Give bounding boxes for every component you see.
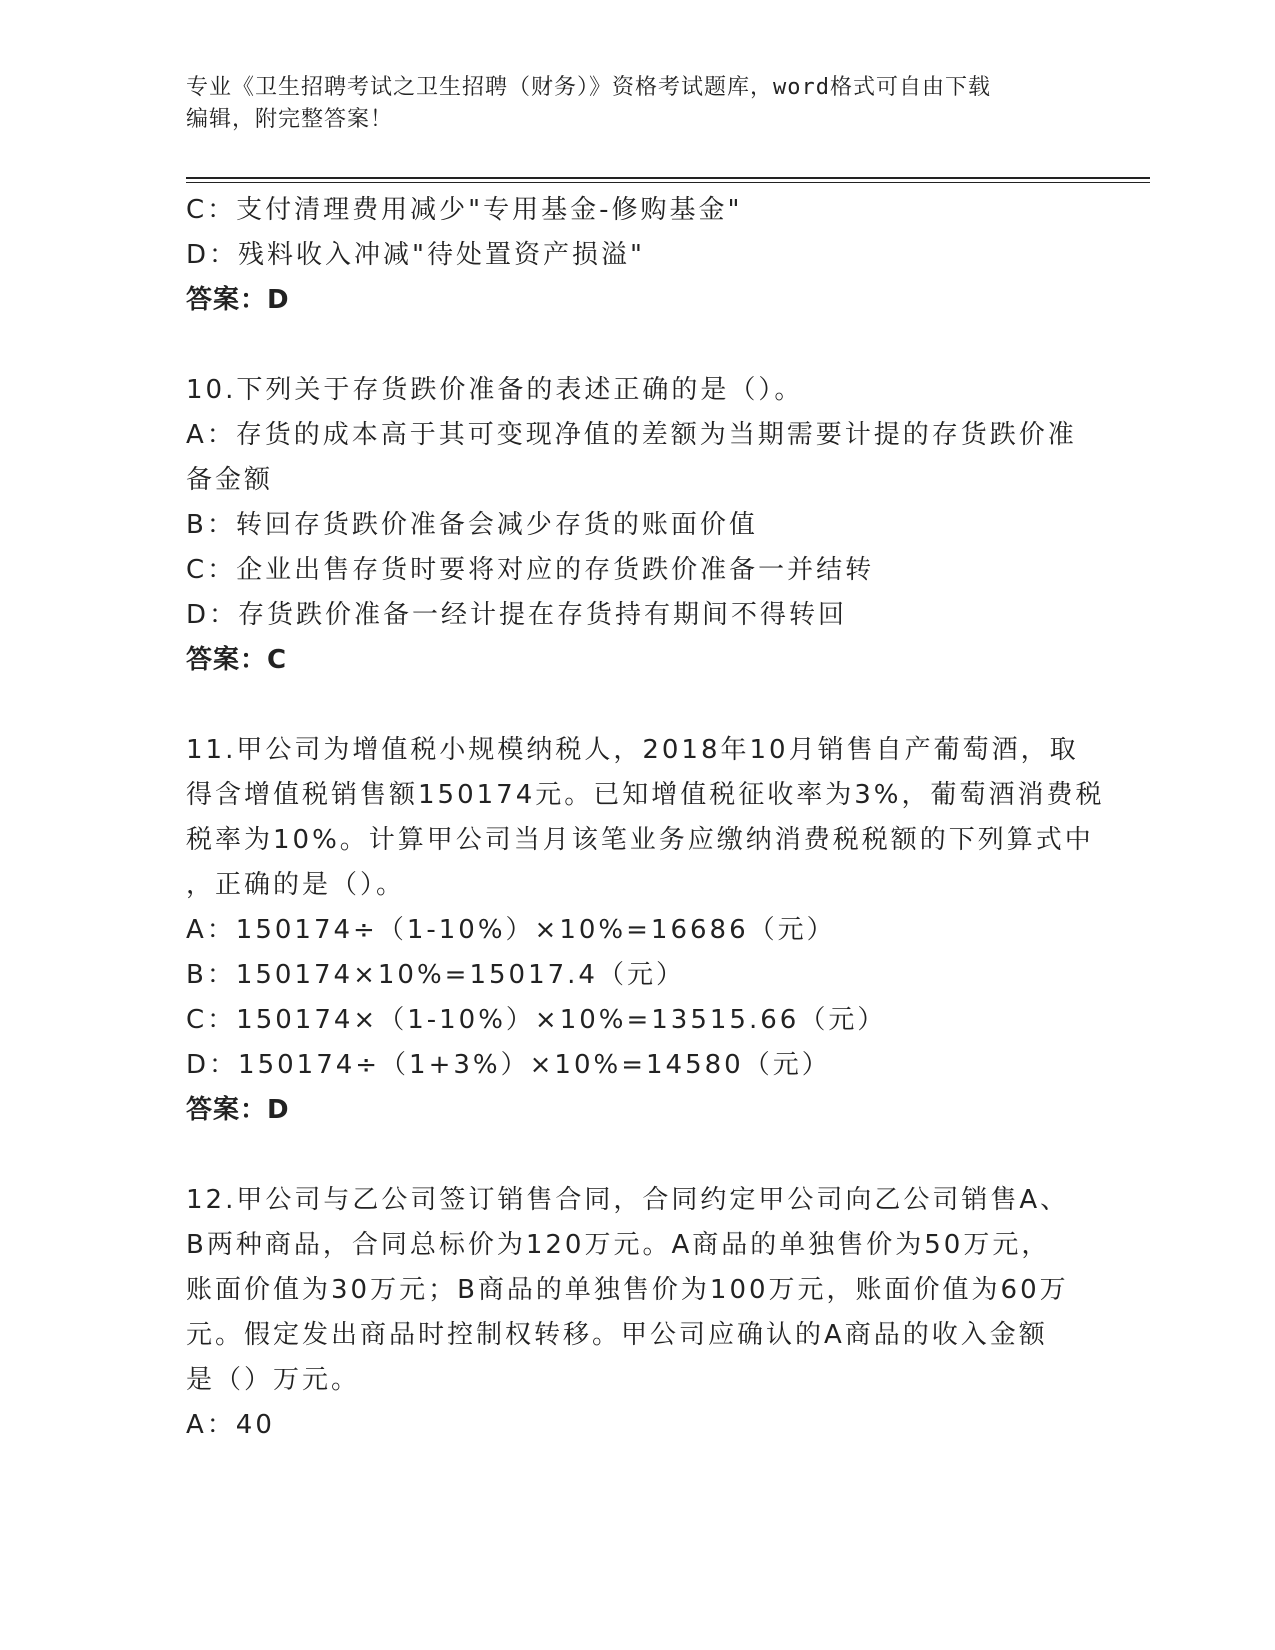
q10-option-d: D：存货跌价准备一经计提在存货持有期间不得转回 [186,600,848,630]
q10-option-b: B：转回存货跌价准备会减少存货的账面价值 [186,510,758,540]
q10-option-c: C：企业出售存货时要将对应的存货跌价准备一并结转 [186,555,875,585]
q9-option-d: D：残料收入冲减"待处置资产损溢" [186,240,645,270]
q11-option-b: B：150174×10%=15017.4（元） [186,960,685,990]
q12-stem-line-4: 元。假定发出商品时控制权转移。甲公司应确认的A商品的收入金额 [186,1320,1048,1350]
q12-option-a: A：40 [186,1410,275,1440]
q11-option-c: C：150174×（1-10%）×10%=13515.66（元） [186,1005,887,1035]
question-content [186,188,1105,1448]
q11-option-d: D：150174÷（1+3%）×10%=14580（元） [186,1050,831,1080]
spacer [186,1133,1086,1178]
q9-option-c: C：支付清理费用减少"专用基金-修购基金" [186,195,743,225]
page-header [186,72,1086,136]
question-11 [186,728,1105,1133]
header-line-2: 编辑，附完整答案！ [186,107,394,132]
q12-stem-line-3: 账面价值为30万元；B商品的单独售价为100万元，账面价值为60万 [186,1275,1069,1305]
q9-answer: 答案：D [186,285,290,315]
spacer [186,683,1086,728]
question-10 [186,368,1086,683]
q10-option-a-line-1: A：存货的成本高于其可变现净值的差额为当期需要计提的存货跌价准 [186,420,1077,450]
question-12 [186,1178,1086,1448]
q10-answer: 答案：C [186,645,288,675]
q11-option-a: A：150174÷（1-10%）×10%=16686（元） [186,915,836,945]
q12-stem-line-1: 12.甲公司与乙公司签订销售合同，合同约定甲公司向乙公司销售A、 [186,1185,1070,1215]
q12-stem-line-5: 是（）万元。 [186,1365,361,1395]
q11-stem-line-3: 税率为10%。计算甲公司当月该笔业务应缴纳消费税税额的下列算式中 [186,825,1094,855]
q11-stem-line-2: 得含增值税销售额150174元。已知增值税征收率为3%，葡萄酒消费税 [186,780,1105,810]
spacer [186,323,1086,368]
q10-stem: 10.下列关于存货跌价准备的表述正确的是（）。 [186,375,804,405]
header-divider-thin [186,182,1150,183]
q12-stem-line-2: B两种商品，合同总标价为120万元。A商品的单独售价为50万元， [186,1230,1051,1260]
q11-answer: 答案：D [186,1095,290,1125]
q11-stem-line-1: 11.甲公司为增值税小规模纳税人，2018年10月销售自产葡萄酒，取 [186,735,1079,765]
q11-stem-line-4: ，正确的是（）。 [186,870,406,900]
header-line-1: 专业《卫生招聘考试之卫生招聘（财务）》资格考试题库，word格式可自由下载 [186,75,991,100]
q10-option-a-line-2: 备金额 [186,465,274,495]
question-9-fragment [186,188,1086,323]
header-divider-thick [186,177,1150,179]
